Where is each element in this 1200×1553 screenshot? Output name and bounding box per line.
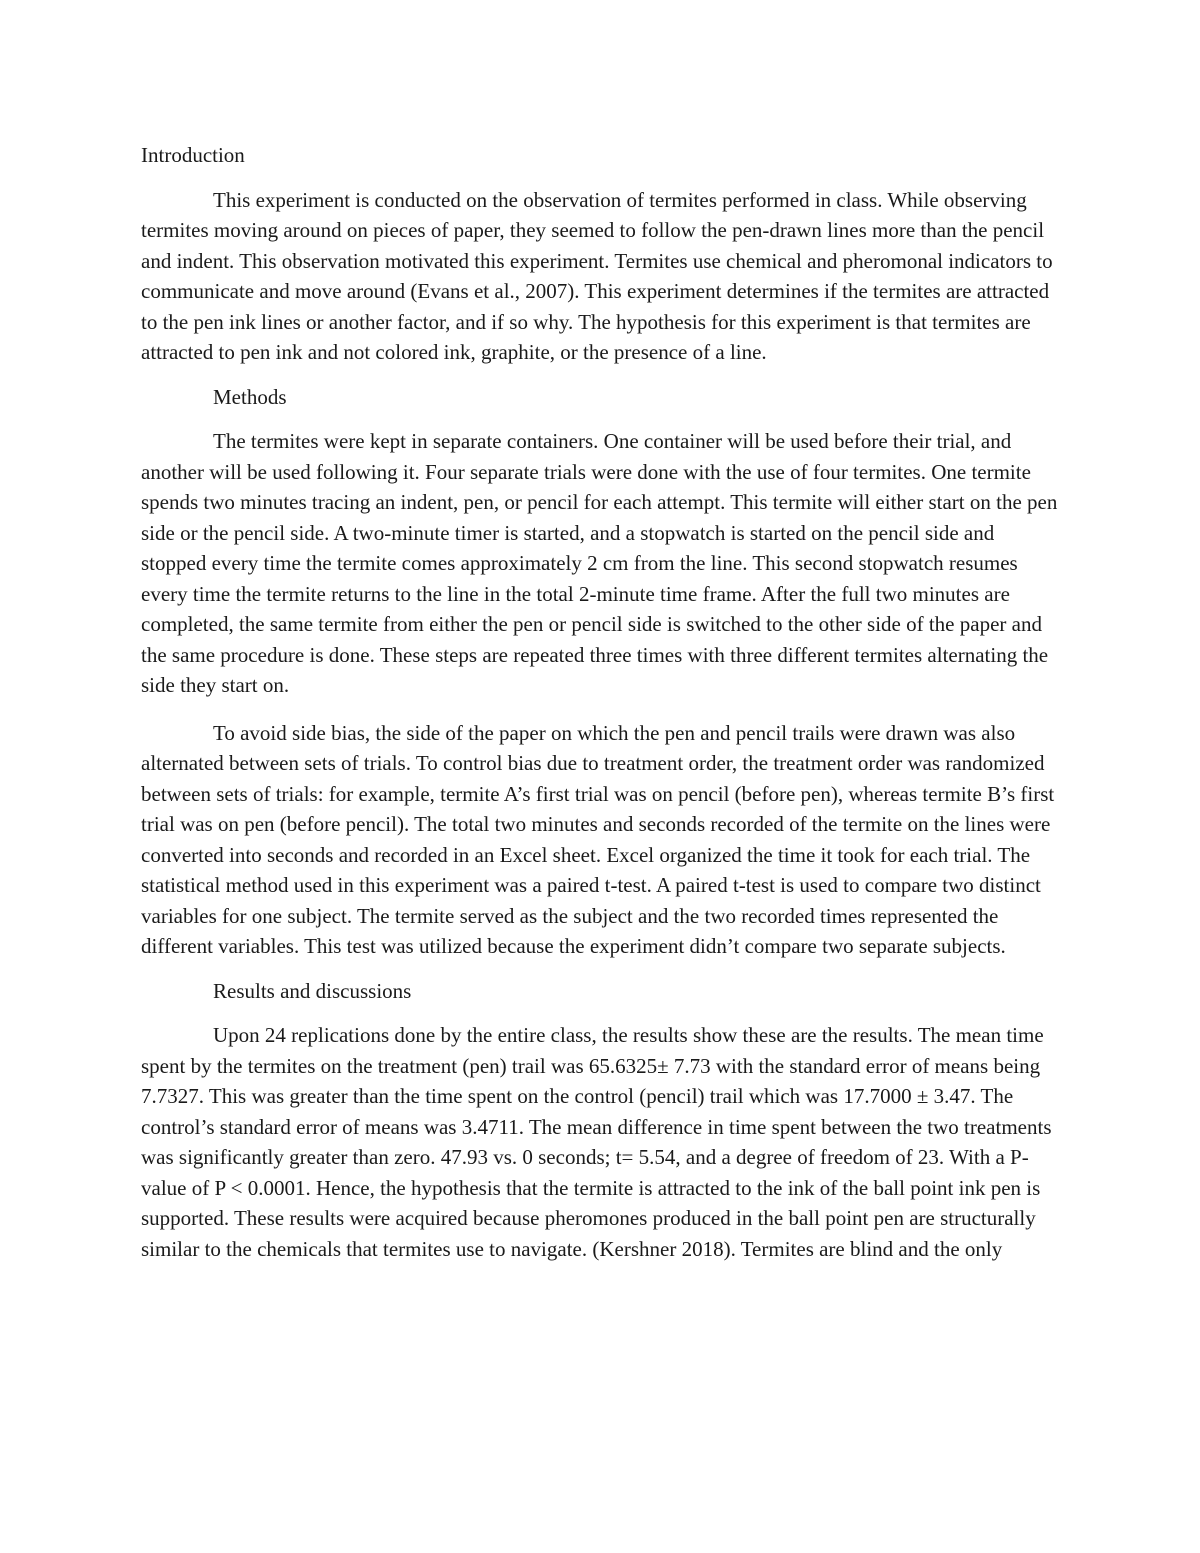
results-heading: Results and discussions (213, 978, 412, 1003)
spacer (141, 368, 1061, 382)
methods-paragraph-2: To avoid side bias, the side of the paper on which the pen and pencil trails were drawn was also alternated between sets of trials. To control bias due to treatment order, the treatment order was randomized between sets of trials: for example, termite A’s first trial was on pencil (before pen), whereas termite B’s first trial was on pen (before pencil). The total two minutes and seconds recorded of the termite on the lines were converted into seconds and recorded in an Excel sheet. Excel organized the time it took for each trial. The statistical method used in this experiment was a paired t-test. A paired t-test is used to compare two distinct variables for one subject. The termite served as the subject and the two recorded times represented the different variables. This test was utilized because the experiment didn’t compare two separate subjects. (141, 720, 1055, 958)
spacer (141, 701, 1061, 718)
introduction-heading: Introduction (141, 143, 245, 167)
results-paragraph: Upon 24 replications done by the entire class, the results show these are the results. The mean time spent by the termites on the treatment (pen) trail was 65.6325± 7.73 with the standard error of means being 7.7327. This was greater than the time spent on the control (pencil) trail which was 17.7000 ± 3.47. The control’s standard error of means was 3.4711. The mean difference in time spent between the two treatments was significantly greater than zero. 47.93 vs. 0 seconds; t= 5.54, and a degree of freedom of 23. With a P-value of P < 0.0001. Hence, the hypothesis that the termite is attracted to the ink of the ball point ink pen is supported. These results were acquired because pheromones produced in the ball point pen are structurally similar to the chemicals that termites use to navigate. (Kershner 2018). Termites are blind and the only (141, 1023, 1052, 1261)
methods-paragraph-1: The termites were kept in separate containers. One container will be used before their trial, and another will be used following it. Four separate trials were done with the use of four termites. One termite spends two minutes tracing an indent, pen, or pencil for each attempt. This termite will either start on the pen side or the pencil side. A two-minute timer is started, and a stopwatch is started on the pencil side and stopped every time the termite comes approximately 2 cm from the line. This second stopwatch resumes every time the termite returns to the line in the total 2-minute time frame. After the full two minutes are completed, the same termite from either the pen or pencil side is switched to the other side of the paper and the same procedure is done. These steps are repeated three times with three different termites alternating the side they start on. (141, 429, 1058, 697)
spacer (141, 171, 1061, 185)
spacer (141, 1006, 1061, 1020)
document-body (141, 140, 1061, 1264)
spacer (141, 962, 1061, 976)
methods-heading: Methods (213, 384, 287, 409)
introduction-paragraph: This experiment is conducted on the observation of termites performed in class. While observing termites moving around on pieces of paper, they seemed to follow the pen-drawn lines more than the pencil and indent. This observation motivated this experiment. Termites use chemical and pheromonal indicators to communicate and move around (Evans et al., 2007). This experiment determines if the termites are attracted to the pen ink lines or another factor, and if so why. The hypothesis for this experiment is that termites are attracted to pen ink and not colored ink, graphite, or the presence of a line. (141, 187, 1053, 364)
spacer (141, 412, 1061, 426)
